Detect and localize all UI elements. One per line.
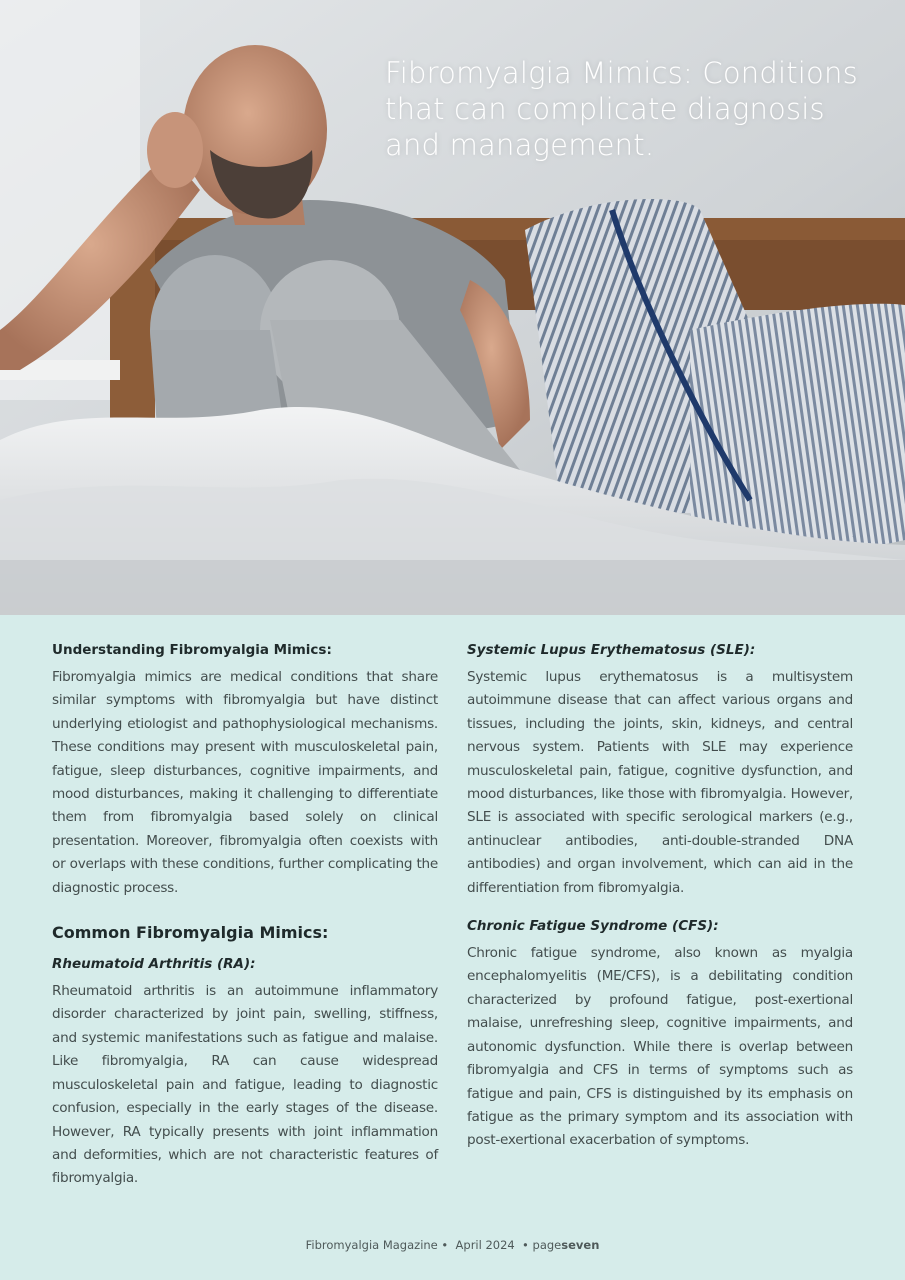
ra-heading: Rheumatoid Arthritis (RA): bbox=[52, 956, 256, 973]
sle-body: Systemic lupus erythematosus is a multisystem autoimmune disease that can affect various organs and tissues, including the joints, skin, kidneys, and central nervous system. Patients with SLE may experience musculoskeletal pain, fatigue, cognitive dysfunction, and mood disturbances, like those with fibromyalgia. However, SLE is associated with specific serological markers (e.g., antinuclear antibodies, anti-double-stranded DNA antibodies) and organ involvement, which can aid in the differentiation from fibromyalgia. bbox=[467, 669, 853, 896]
right-column bbox=[467, 640, 853, 1153]
footer-separator: • bbox=[441, 1238, 452, 1252]
footer-date: April 2024 bbox=[455, 1238, 515, 1252]
footer-page-prefix: page bbox=[532, 1238, 562, 1252]
cfs-heading: Chronic Fatigue Syndrome (CFS): bbox=[467, 918, 719, 935]
cfs-body: Chronic fatigue syndrome, also known as myalgia encephalomyelitis (ME/CFS), is a debilitating condition characterized by profound fatigue, post-exertional malaise, unrefreshing sleep, cognitive impairments, and autonomic dysfunction. While there is overlap between fibromyalgia and CFS in terms of symptoms such as fatigue and pain, CFS is distinguished by its emphasis on fatigue as the primary symptom and its association with post-exertional exacerbation of symptoms. bbox=[467, 945, 853, 1149]
understanding-body: Fibromyalgia mimics are medical conditions that share similar symptoms with fibromyalgia but have distinct underlying etiologist and pathophysiological mechanisms. These conditions may present with musculoskeletal pain, fatigue, sleep disturbances, cognitive impairments, and mood disturbances, making it challenging to differentiate them from fibromyalgia based solely on clinical presentation. Moreover, fibromyalgia often coexists with or overlaps with these conditions, further complicating the diagnostic process. bbox=[52, 669, 438, 896]
footer-magazine: Fibromyalgia Magazine bbox=[305, 1238, 438, 1252]
hero-title: Fibromyalgia Mimics: Conditions that can complicate diagnosis and management. bbox=[385, 56, 858, 162]
pillow-right bbox=[690, 304, 905, 553]
page-footer bbox=[0, 1238, 905, 1252]
ra-body: Rheumatoid arthritis is an autoimmune inflammatory disorder characterized by joint pain, swelling, stiffness, and systemic manifestations such as fatigue and malaise. Like fibromyalgia, RA can cause widespread musculoskeletal pain and fatigue, leading to diagnostic confusion, especially in the early stages of the disease. However, RA typically presents with joint inflammation and deformities, which are not characteristic features of fibromyalgia. bbox=[52, 983, 438, 1187]
sle-heading: Systemic Lupus Erythematosus (SLE): bbox=[467, 642, 756, 658]
common-mimics-heading: Common Fibromyalgia Mimics: bbox=[52, 923, 329, 943]
understanding-heading: Understanding Fibromyalgia Mimics: bbox=[52, 642, 332, 658]
left-column bbox=[52, 640, 438, 1191]
footer-page-word: seven bbox=[561, 1238, 600, 1252]
footer-separator: • bbox=[518, 1238, 533, 1252]
hero-photo bbox=[0, 0, 905, 615]
